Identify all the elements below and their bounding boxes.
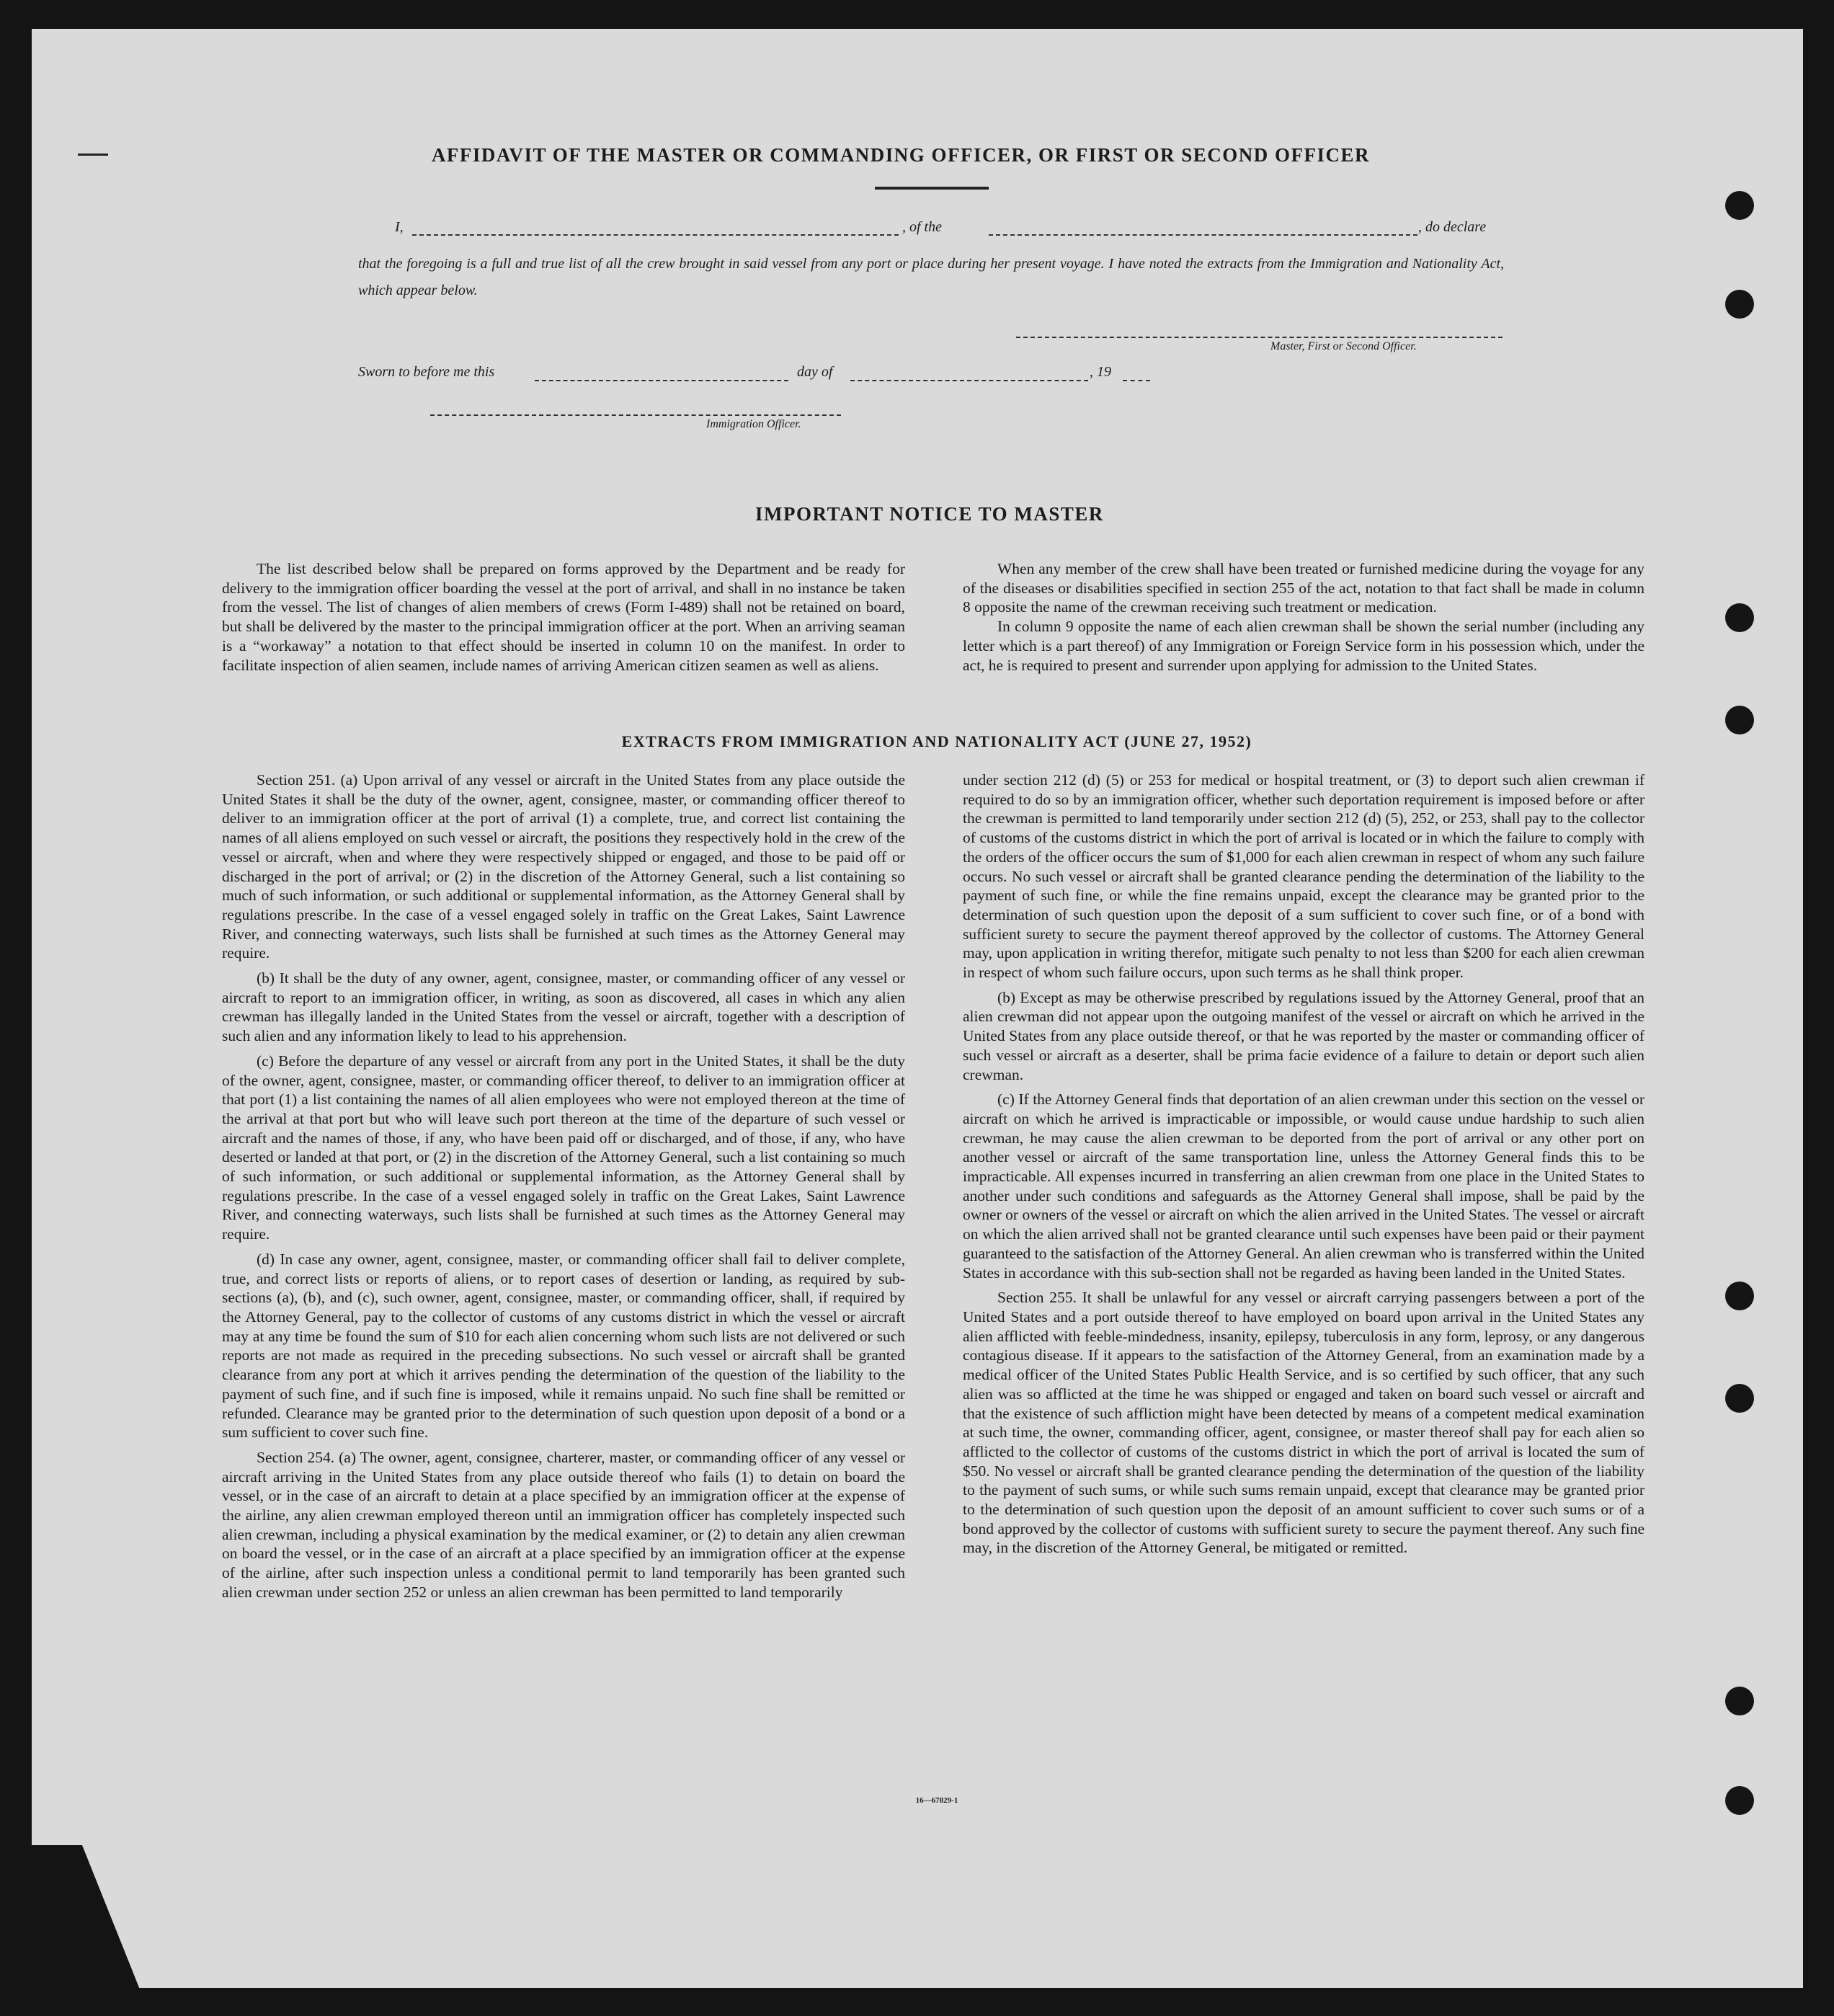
- punch-hole: [1725, 290, 1754, 319]
- year-label: , 19: [1090, 364, 1111, 380]
- punch-hole: [1725, 603, 1754, 632]
- section-251d-paragraph: (d) In case any owner, agent, consignee, master, or commanding officer shall fail to deliver complete, true, and correct lists or reports of aliens, or to report cases of desertion or landing, as required by sub-sections (a), (b), and (c), such owner, agent, consignee, master, or commanding officer, shall, if required by the Attorney General, pay to the collector of customs of any customs district in which the vessel or aircraft may at any time be found the sum of $10 for each alien concerning whom such lists are not delivered or such reports are not made as required in the preceding subsections. No such vessel or aircraft shall be granted clearance from any port at which it arrives pending the determination of the question of the liability to the payment of such fine, and if such fine is imposed, while it remains unpaid. No such fine shall be remitted or refunded. Clearance may be granted prior to the determination of such question upon deposit of a bond or a sum sufficient to cover such fine.: [222, 1250, 905, 1442]
- section-254a-paragraph: Section 254. (a) The owner, agent, consignee, charterer, master, or commanding officer of any vessel or aircraft arriving in the United States from any place outside thereof who fails (1) to detain on board the vessel, or in the case of an aircraft to detain at a place specified by an immigration officer at the expense of the airline, any alien crewman employed thereon until an immigration officer has completely inspected such alien crewman, including a physical examination by the medical examiner, or (2) to detain any alien crewman on board the vessel, or in the case of an aircraft at a place specified by an immigration officer at the expense of the airline, after such inspection unless a conditional permit to land temporarily has been granted such alien crewman under section 252 or unless an alien crewman has been permitted to land temporarily: [222, 1448, 905, 1601]
- day-of-label: day of: [797, 364, 833, 380]
- section-254b-paragraph: (b) Except as may be otherwise prescribed by regulations issued by the Attorney General, proof that an alien crewman did not appear upon the outgoing manifest of the vessel or aircraft on which he arrived in the United States from any place outside thereof, or that he was reported by the master or commanding officer of such vessel or aircraft as a deserter, shall be prima facie evidence of a failure to detain or deport such alien crewman.: [963, 988, 1644, 1083]
- notice-paragraph: In column 9 opposite the name of each alien crewman shall be shown the serial number (including any letter which is a part thereof) of any Immigration or Foreign Service form in his possession which, under the act, he is required to present and surrender upon applying for admission to the United States.: [963, 618, 1644, 674]
- officer-signature-label: Immigration Officer.: [706, 418, 801, 430]
- sworn-month-line: [850, 380, 1088, 381]
- punch-hole: [1725, 1384, 1754, 1413]
- vessel-line: [989, 234, 1417, 236]
- title-rule: [875, 187, 989, 190]
- notice-paragraph: When any member of the crew shall have been treated or furnished medicine during the voyage for any of the diseases or disabilities specified in section 255 of the act, notation to that fact shall be made in column 8 opposite the name of the crewman receiving such treatment or medication.: [963, 560, 1644, 616]
- section-251c-paragraph: (c) Before the departure of any vessel or aircraft from any port in the United States, it shall be the duty of the owner, agent, consignee, master, or commanding officer thereof, to deliver to an immigration officer at that port (1) a list containing the names of all alien employees who were not employed thereon at the time of the arrival at that port but who will leave such port thereon at the time of the departure of such vessel or aircraft and the names of those, if any, who have been paid off or discharged, and of those, if any, who have deserted or landed at that port, or (2) in the discretion of the Attorney General, such a list containing so much of such information, or such additional or supplemental information, as the Attorney General shall by regulations prescribe. In the case of a vessel engaged solely in traffic on the Great Lakes, Saint Lawrence River, and connecting waterways, such lists shall be furnished at such times as the Attorney General may require.: [222, 1052, 905, 1243]
- section-254c-paragraph: (c) If the Attorney General finds that deportation of an alien crewman under this section on the vessel or aircraft on which he arrived is impracticable or impossible, or would cause undue hardship to such alien crewman, he may cause the alien crewman to be deported from the port of arrival or any other port on another vessel or aircraft of the same transportation line, unless the Attorney General finds this to be impracticable. All expenses incurred in transferring an alien crewman from one place in the United States to another under such conditions and safeguards as the Attorney General shall impose, shall be paid by the owner or owners of the vessel or aircraft on which the alien arrived in the United States. The vessel or aircraft on which the alien arrived shall not be granted clearance until such expenses have been paid or their payment guaranteed to the satisfaction of the Attorney General. An alien crewman who is transferred within the United States in accordance with this sub-section shall not be regarded as having been landed in the United States.: [963, 1091, 1644, 1282]
- punch-hole: [1725, 1786, 1754, 1815]
- extracts-left-column: [222, 771, 905, 1602]
- of-the-label: , of the: [902, 219, 942, 235]
- extracts-title: EXTRACTS FROM IMMIGRATION AND NATIONALITY ACT (JUNE 27, 1952): [621, 732, 1252, 750]
- notice-paragraph: The list described below shall be prepared on forms approved by the Department and be ready for delivery to the immigration officer boarding the vessel at the port of arrival, and shall in no instance be taken from the vessel. The list of changes of alien members of crews (Form I-489) shall not be retained on board, but shall be delivered by the master to the principal immigration officer at the port. When an arriving seaman is a “workaway” a notation to that effect should be inserted in column 10 on the manifest. In order to facilitate inspection of alien seamen, include names of arriving American citizen seamen as well as aliens.: [222, 560, 905, 674]
- sworn-day-line: [535, 380, 788, 381]
- do-declare-label: , do declare: [1418, 219, 1487, 235]
- year-line: [1123, 380, 1150, 381]
- affidavit-title: AFFIDAVIT OF THE MASTER OR COMMANDING OFFICER, OR FIRST OR SECOND OFFICER: [431, 144, 1371, 166]
- notice-title: IMPORTANT NOTICE TO MASTER: [755, 503, 1104, 525]
- section-251a-paragraph: Section 251. (a) Upon arrival of any vessel or aircraft in the United States from any place outside the United States it shall be the duty of the owner, agent, consignee, master, or commanding officer thereof to deliver to an immigration officer at the port of arrival (1) a complete, true, and correct list containing the names of all aliens employed on such vessel or aircraft, the positions they respectively hold in the crew of the vessel or aircraft, when and where they were respectively shipped or engaged, and those to be paid off or discharged in the port of arrival; or (2) in the discretion of the Attorney General, such a list containing so much of such information, or such additional or supplemental information, as the Attorney General shall by regulations prescribe. In the case of a vessel engaged solely in traffic on the Great Lakes, Saint Lawrence River, and connecting waterways, such lists shall be furnished at such times as the Attorney General may require.: [222, 771, 905, 962]
- punch-hole: [1725, 1282, 1754, 1310]
- margin-mark: [78, 154, 108, 156]
- extracts-right-column: [963, 771, 1644, 1558]
- form-code: 16—67829-1: [915, 1796, 958, 1805]
- punch-hole: [1725, 191, 1754, 220]
- section-254a-continued-paragraph: under section 212 (d) (5) or 253 for medical or hospital treatment, or (3) to deport such alien crewman if required to do so by an immigration officer, whether such deportation requirement is imposed before or after the crewman is permitted to land temporarily under section 212 (d) (5), 252, or 253, shall pay to the collector of customs of the customs district in which the port of arrival is located or in which the failure to comply with the orders of the officer occurs the sum of $1,000 for each alien crewman in respect of whom any such failure occurs. No such vessel or aircraft shall be granted clearance pending the determination of the liability to the payment of such fine, or while the fine remains unpaid, except the clearance may be granted prior to the determination of such question upon the deposit of a sum sufficient to cover such fine, or of a bond with sufficient surety to secure the payment thereof approved by the collector of customs. The Attorney General may, upon application in writing therefor, mitigate such penalty to not less than $200 for each alien crewman in respect of whom such failure occurs, upon such terms as he shall think proper.: [963, 771, 1644, 982]
- name-line: [412, 234, 899, 236]
- sworn-label: Sworn to before me this: [358, 364, 495, 380]
- notice-right-column: [963, 559, 1644, 675]
- section-251b-paragraph: (b) It shall be the duty of any owner, agent, consignee, master, or commanding officer of any vessel or aircraft to report to an immigration officer, in writing, as soon as discovered, all cases in which any alien crewman has illegally landed in the United States from the vessel or aircraft, together with a description of such alien and any information likely to lead to his apprehension.: [222, 969, 905, 1045]
- master-signature-line: [1016, 337, 1503, 338]
- master-signature-label: Master, First or Second Officer.: [1270, 340, 1417, 352]
- i-label: I,: [395, 219, 404, 235]
- section-255-paragraph: Section 255. It shall be unlawful for any vessel or aircraft carrying passengers between a port of the United States and a port outside thereof to have employed on board upon arrival in the United States any alien afflicted with feeble-mindedness, insanity, epilepsy, tuberculosis in any form, leprosy, or any dangerous contagious disease. If it appears to the satisfaction of the Attorney General, from an examination made by a medical officer of the United States Public Health Service, and is so certified by such officer, that any such alien was so afflicted at the time he was shipped or engaged and taken on board such vessel or aircraft and that the existence of such affliction might have been detected by means of a competent medical examination at such time, the owner, commanding officer, agent, consignee, or master thereof shall pay for each alien so afflicted to the collector of customs of the customs district in which the port of arrival is located the sum of $50. No vessel or aircraft shall be granted clearance pending the determination of the question of the liability to the payment of such sums, or while such sums remain unpaid, except that clearance may be granted prior to the determination of such question upon the deposit of an amount sufficient to cover such sums or of a bond approved by the collector of customs with sufficient surety to secure the payment thereof. Any such fine may, in the discretion of the Attorney General, be mitigated or remitted.: [963, 1289, 1644, 1557]
- officer-signature-line: [430, 414, 841, 416]
- notice-left-column: [222, 559, 905, 675]
- punch-hole: [1725, 1687, 1754, 1715]
- affidavit-statement: that the foregoing is a full and true list of all the crew brought in said vessel from any port or place during her present voyage. I have noted the extracts from the Immigration and Nationality Act, which appear below.: [358, 256, 1504, 298]
- punch-hole: [1725, 706, 1754, 734]
